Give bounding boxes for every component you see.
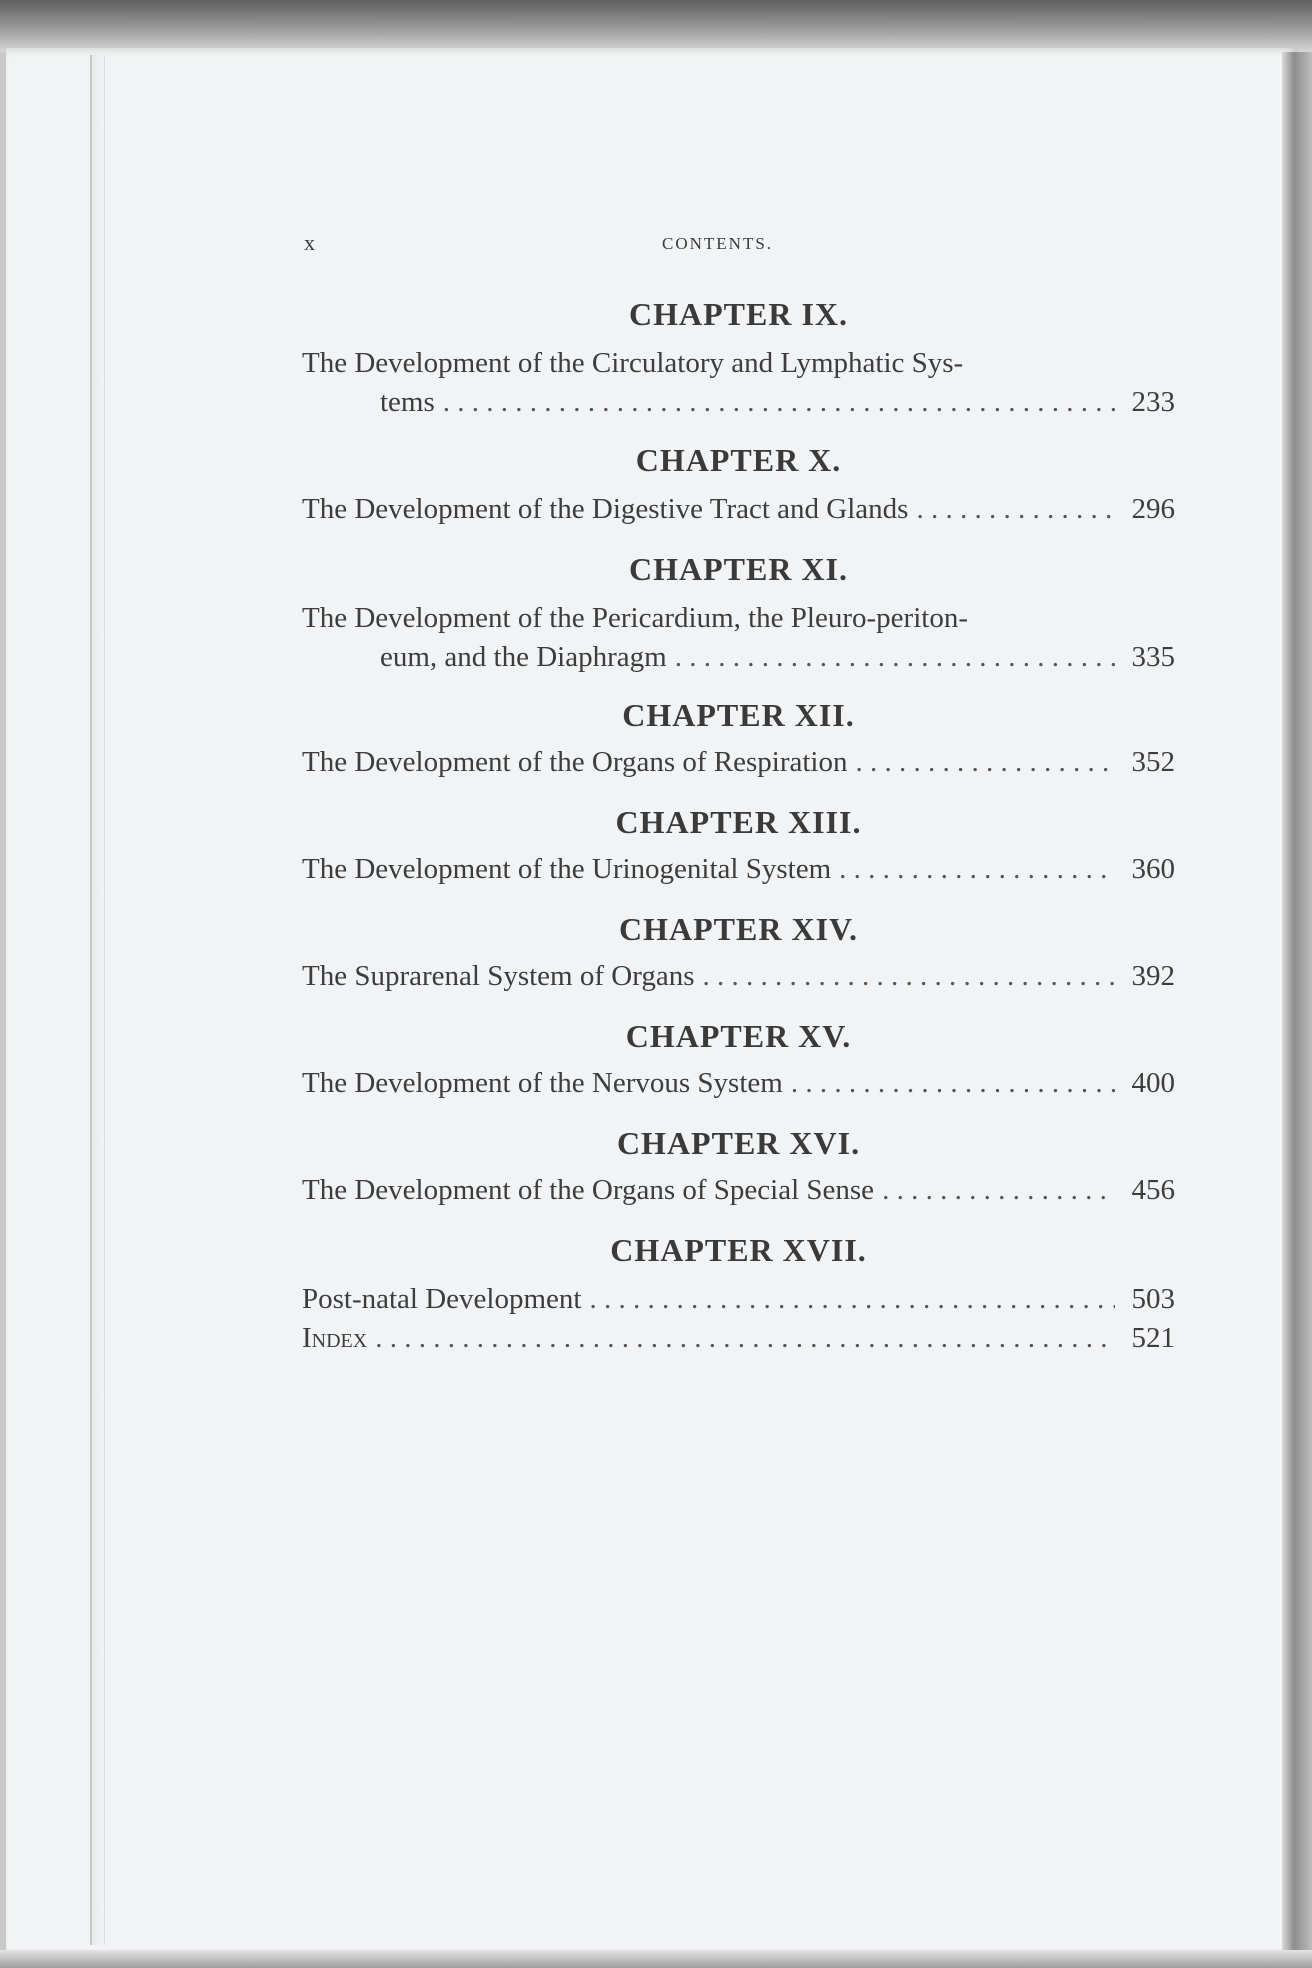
page-number: 296 bbox=[1131, 493, 1175, 525]
chapter-heading: CHAPTER XII. bbox=[622, 697, 855, 733]
contents-text bbox=[302, 230, 1175, 1358]
toc-section bbox=[302, 1016, 1175, 1103]
toc-entry-index[interactable] bbox=[302, 1319, 1175, 1358]
toc-entry[interactable] bbox=[302, 1171, 1175, 1210]
page-number: 233 bbox=[1131, 386, 1175, 418]
dot-leader bbox=[375, 1319, 1115, 1358]
entry-leader-row bbox=[302, 638, 1175, 677]
entry-title-line: The Suprarenal System of Organs bbox=[302, 960, 695, 992]
page-number: 503 bbox=[1131, 1283, 1175, 1315]
scan-top-edge bbox=[0, 0, 1312, 52]
toc-section bbox=[302, 440, 1175, 529]
chapter-heading: CHAPTER XVI. bbox=[616, 1125, 861, 1161]
toc-entry[interactable] bbox=[302, 957, 1175, 996]
page-number: 392 bbox=[1131, 960, 1175, 992]
page-numeral: x bbox=[304, 230, 315, 255]
dot-leader bbox=[703, 957, 1116, 996]
toc-entry[interactable] bbox=[302, 743, 1175, 782]
chapter-heading: CHAPTER XVII. bbox=[610, 1232, 867, 1268]
chapter-heading: CHAPTER XIV. bbox=[619, 911, 858, 947]
entry-title-line: The Development of the Digestive Tract and Glands bbox=[302, 493, 909, 525]
page-number: 352 bbox=[1131, 746, 1175, 778]
toc-entry[interactable] bbox=[302, 344, 1175, 422]
toc-entry[interactable] bbox=[302, 1064, 1175, 1103]
toc-section bbox=[302, 802, 1175, 889]
scan-bottom-edge bbox=[0, 1950, 1312, 1968]
entry-leader-row bbox=[302, 383, 1175, 422]
toc-entry[interactable] bbox=[302, 599, 1175, 677]
page-number: 360 bbox=[1131, 853, 1175, 885]
dot-leader bbox=[856, 743, 1116, 782]
chapter-heading: CHAPTER XI. bbox=[628, 551, 848, 587]
running-title: CONTENTS. bbox=[662, 234, 774, 253]
dot-leader bbox=[882, 1171, 1115, 1210]
toc-section bbox=[302, 294, 1175, 422]
toc-section bbox=[302, 695, 1175, 782]
entry-title-line: The Development of the Pericardium, the Pleuro-periton- bbox=[302, 602, 968, 634]
entry-title-line: The Development of the Organs of Special Sense bbox=[302, 1174, 875, 1206]
dot-leader bbox=[916, 490, 1115, 529]
entry-title-line: Post-natal Development bbox=[302, 1283, 582, 1315]
entry-title-line: The Development of the Circulatory and Lymphatic Sys- bbox=[302, 347, 964, 379]
chapter-heading: CHAPTER XV. bbox=[625, 1018, 852, 1054]
entry-title-line: eum, and the Diaphragm bbox=[380, 641, 667, 673]
entry-leader-row bbox=[302, 957, 1175, 996]
entry-leader-row bbox=[302, 490, 1175, 529]
dot-leader bbox=[443, 383, 1115, 422]
running-head bbox=[302, 230, 1175, 266]
chapter-heading: CHAPTER X. bbox=[635, 442, 842, 478]
page-number: 456 bbox=[1131, 1174, 1175, 1206]
entry-leader-row bbox=[302, 1280, 1175, 1319]
entry-leader-row bbox=[302, 1319, 1175, 1358]
scan-right-edge bbox=[1282, 52, 1312, 1968]
page-fold bbox=[90, 55, 105, 1945]
chapter-heading: CHAPTER IX. bbox=[628, 296, 848, 332]
toc-section bbox=[302, 909, 1175, 996]
dot-leader bbox=[839, 850, 1115, 889]
entry-title-line: The Development of the Urinogenital System bbox=[302, 853, 832, 885]
index-label: Index bbox=[302, 1322, 368, 1354]
dot-leader bbox=[589, 1280, 1115, 1319]
dot-leader bbox=[791, 1064, 1115, 1103]
toc-section bbox=[302, 1123, 1175, 1210]
toc-entry[interactable] bbox=[302, 850, 1175, 889]
page-number: 335 bbox=[1131, 641, 1175, 673]
entry-title-line: The Development of the Organs of Respiration bbox=[302, 746, 848, 778]
dot-leader bbox=[675, 638, 1115, 677]
entry-leader-row bbox=[302, 1171, 1175, 1210]
entry-leader-row bbox=[302, 850, 1175, 889]
page-number: 521 bbox=[1131, 1322, 1175, 1354]
page-number: 400 bbox=[1131, 1067, 1175, 1099]
chapter-heading: CHAPTER XIII. bbox=[615, 804, 862, 840]
entry-title-line: tems bbox=[380, 386, 435, 418]
toc-section bbox=[302, 1230, 1175, 1358]
entry-title-line: The Development of the Nervous System bbox=[302, 1067, 783, 1099]
entry-leader-row bbox=[302, 1064, 1175, 1103]
toc-entry[interactable] bbox=[302, 1280, 1175, 1319]
toc-section bbox=[302, 549, 1175, 677]
entry-leader-row bbox=[302, 743, 1175, 782]
toc-entry[interactable] bbox=[302, 490, 1175, 529]
